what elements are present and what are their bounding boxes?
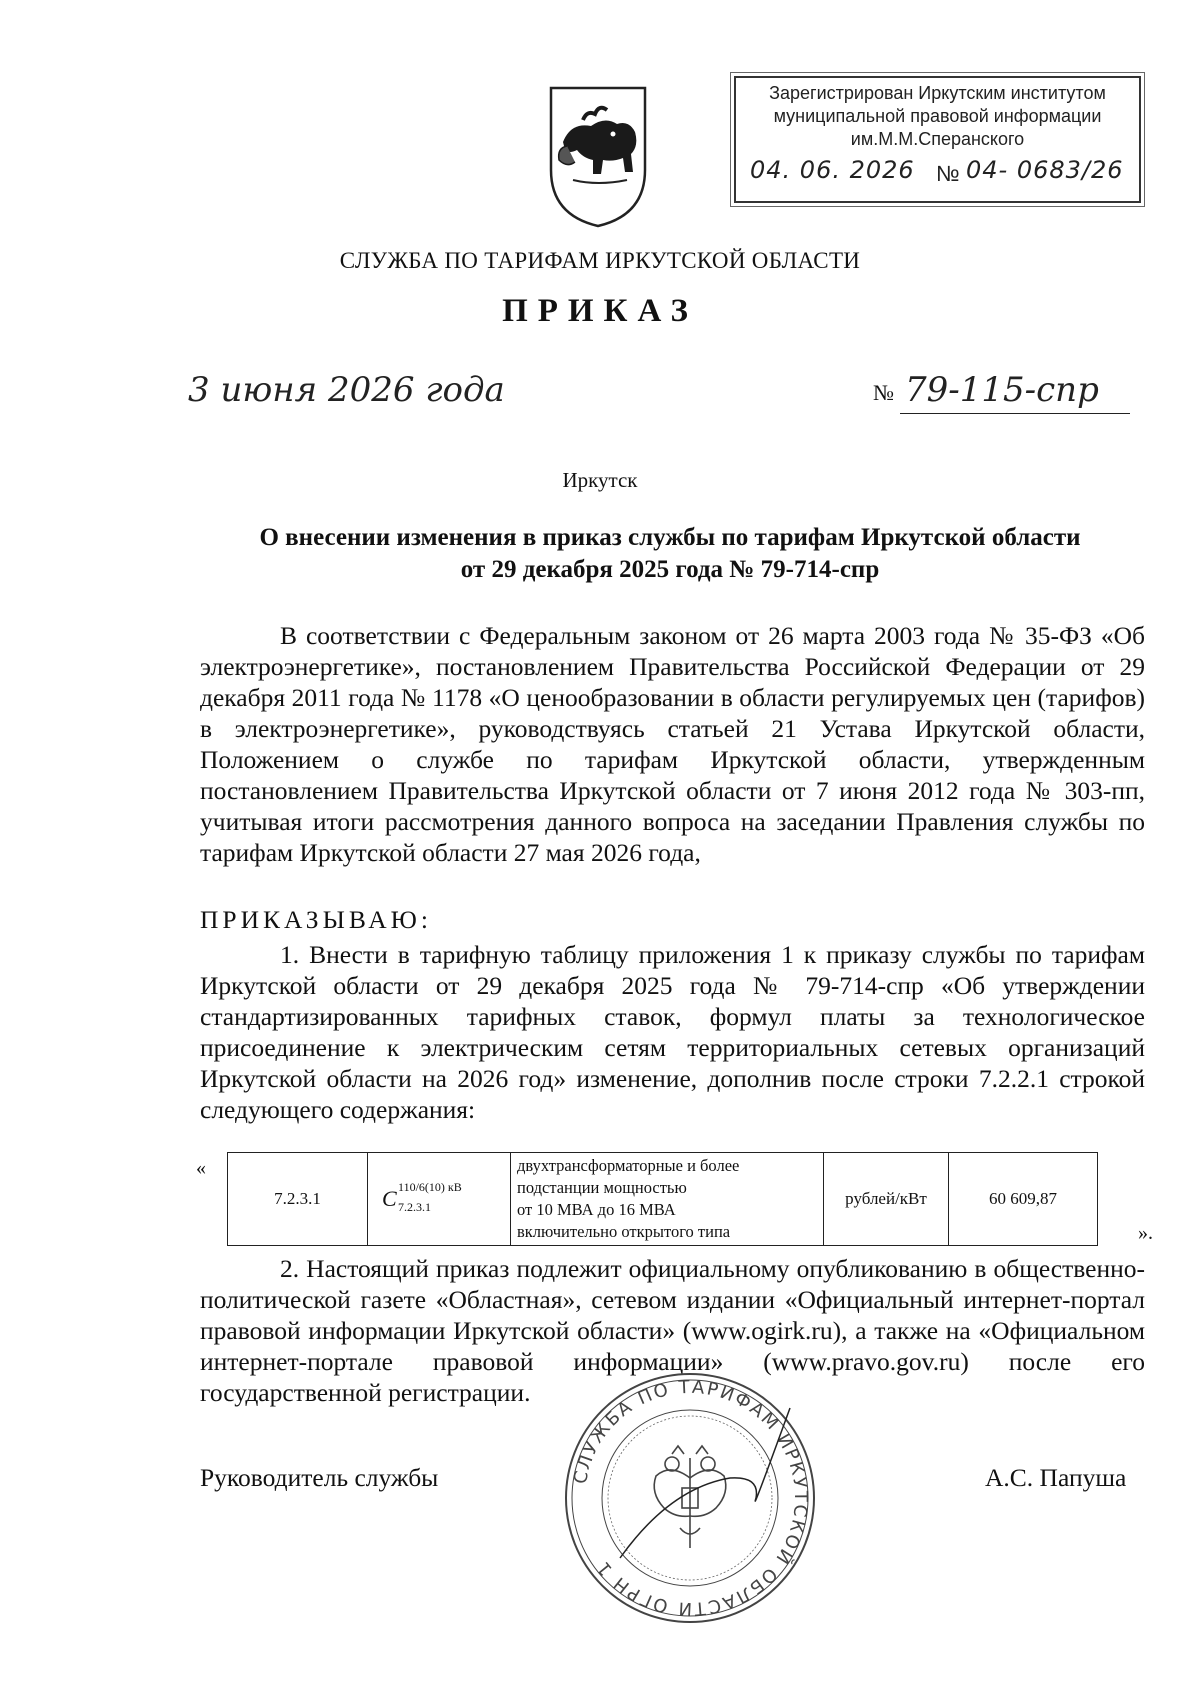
table-cell-code: 7.2.3.1 <box>228 1153 368 1246</box>
coat-of-arms-icon <box>543 80 653 230</box>
subject-line1: О внесении изменения в приказ службы по тарифам Иркутской области <box>259 524 1081 551</box>
formula-letter: C <box>382 1186 397 1211</box>
registration-stamp <box>734 76 1141 203</box>
document-number-sign: № <box>873 380 894 405</box>
formula-symbol <box>382 1180 462 1214</box>
reg-stamp-line3: им.М.М.Сперанского <box>850 129 1025 149</box>
formula-superscript: 110/6(10) кВ <box>398 1180 462 1194</box>
document-type-title: ПРИКАЗ <box>502 293 698 329</box>
description-line: включительно открытого типа <box>517 1222 731 1241</box>
table-cell-unit: рублей/кВт <box>824 1153 949 1246</box>
reg-stamp-line1: Зарегистрирован Иркутским институтом <box>769 83 1106 103</box>
official-seal-icon <box>560 1368 820 1628</box>
tariff-table <box>227 1152 1098 1246</box>
reg-stamp-number-sign: № <box>936 161 960 186</box>
seal-text-path: СЛУЖБА ПО ТАРИФАМ ИРКУТСКОЙ ОБЛАСТИ ОГРН 1 <box>569 1376 812 1620</box>
table-open-quote: « <box>196 1157 206 1179</box>
description-line: двухтрансформаторные и более <box>517 1156 740 1175</box>
document-city: Иркутск <box>562 468 638 492</box>
signer-title: Руководитель службы <box>200 1463 439 1492</box>
table-row <box>228 1153 1098 1246</box>
description-line: подстанции мощностью <box>517 1178 687 1197</box>
document-date: 3 июня 2026 года <box>188 370 505 410</box>
reg-stamp-date: 04. 06. 2026 <box>750 156 915 184</box>
reg-stamp-number: 04- 0683/26 <box>966 156 1124 184</box>
signer-name: А.С. Папуша <box>985 1463 1127 1492</box>
document-subject <box>195 522 1145 586</box>
clause-1-paragraph: 1. Внести в тарифную таблицу приложения 1 к приказу службы по тарифам Иркутской области от 29 декабря 2025 года № 79-714-спр «Об утверждении стандартизированных тарифных ставок, формул платы за технологическое присоединение к электрическим сетям территориальных сетевых организаций Иркутской области на 2026 год» изменение, дополнив после строки 7.2.2.1 строкой следующего содержания: <box>200 940 1145 1124</box>
preamble-paragraph: В соответствии с Федеральным законом от 26 марта 2003 года № 35-ФЗ «Об электроэнергетике», постановлением Правительства Российской Федерации от 29 декабря 2011 года № 1178 «О ценообразовании в области регулируемых цен (тарифов) в электроэнергетике», руководствуясь статьей 21 Устава Иркутской области, Положением о службе по тарифам Иркутской области, утвержденным постановлением Правительства Иркутской области от 7 июня 2012 года № 303-пп, учитывая итоги рассмотрения данного вопроса на заседании Правления службы по тарифам Иркутской области 27 мая 2026 года, <box>200 621 1145 867</box>
reg-stamp-line2: муниципальной правовой информации <box>773 106 1102 126</box>
table-cell-formula <box>368 1153 511 1246</box>
document-number-underline <box>900 413 1130 414</box>
description-line: от 10 МВА до 16 МВА <box>517 1200 676 1219</box>
decree-word: ПРИКАЗЫВАЮ: <box>200 905 432 934</box>
subject-line2: от 29 декабря 2025 года № 79-714-спр <box>460 556 880 583</box>
table-close-quote: ». <box>1138 1222 1153 1244</box>
agency-name: СЛУЖБА ПО ТАРИФАМ ИРКУТСКОЙ ОБЛАСТИ <box>339 248 861 273</box>
table-cell-description <box>511 1153 824 1246</box>
formula-subscript: 7.2.3.1 <box>398 1200 432 1214</box>
table-cell-value: 60 609,87 <box>949 1153 1098 1246</box>
clause-2-paragraph: 2. Настоящий приказ подлежит официальному опубликованию в общественно-политической газете «Областная», сетевом издании «Официальный интернет-портал правовой информации Иркутской области» (www.ogirk.ru), а также на «Официальном интернет-портале правовой информации» (www.pravo.gov.ru) после его государственной регистрации. <box>200 1254 1145 1407</box>
document-number: 79-115-спр <box>905 370 1099 410</box>
